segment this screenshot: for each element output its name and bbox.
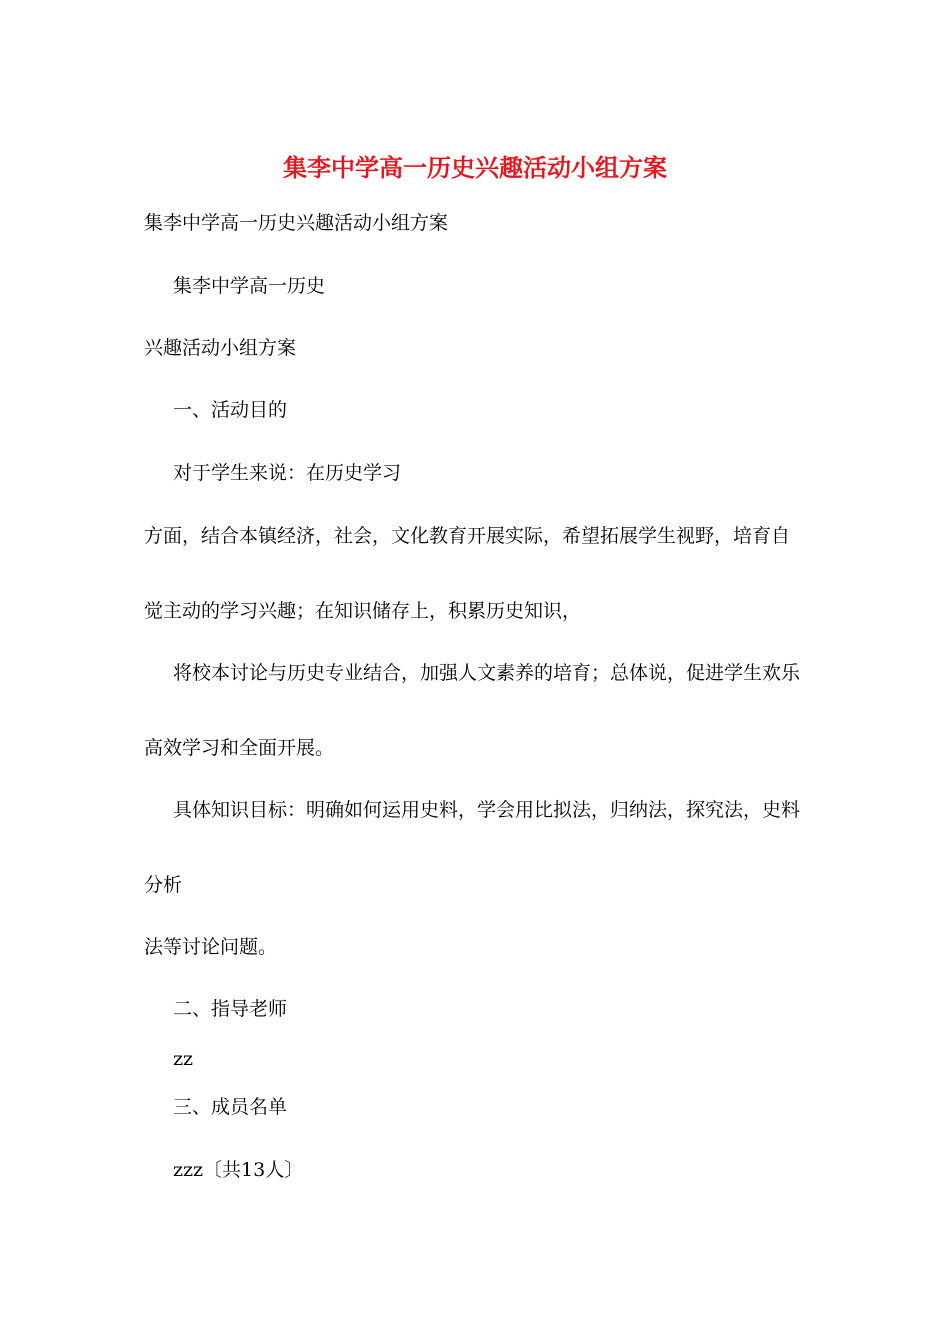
- text-line: 集李中学高一历史兴趣活动小组方案: [144, 212, 449, 234]
- document-title: 集李中学高一历史兴趣活动小组方案: [283, 154, 667, 182]
- member-list: zzz〔共13人〕: [173, 1159, 304, 1181]
- text-line: 法等讨论问题。: [144, 936, 278, 958]
- text-line: 兴趣活动小组方案: [144, 337, 297, 359]
- text-line: 对于学生来说：在历史学习: [173, 462, 402, 484]
- section-heading: 三、成员名单: [173, 1096, 288, 1118]
- text-line: 高效学习和全面开展。: [144, 737, 335, 759]
- text-line: 分析: [144, 874, 183, 896]
- section-heading: 二、指导老师: [173, 998, 288, 1020]
- text-line: 集李中学高一历史: [173, 275, 326, 297]
- text-line: 觉主动的学习兴趣；在知识储存上，积累历史知识，: [144, 600, 582, 622]
- text-line: 具体知识目标：明确如何运用史料，学会用比拟法，归纳法，探究法，史料: [173, 799, 801, 821]
- teacher-name: zz: [173, 1048, 194, 1070]
- text-line: 方面，结合本镇经济，社会，文化教育开展实际，希望拓展学生视野，培育自: [144, 525, 791, 547]
- section-heading: 一、活动目的: [173, 399, 288, 421]
- text-line: 将校本讨论与历史专业结合，加强人文素养的培育；总体说，促进学生欢乐: [173, 662, 801, 684]
